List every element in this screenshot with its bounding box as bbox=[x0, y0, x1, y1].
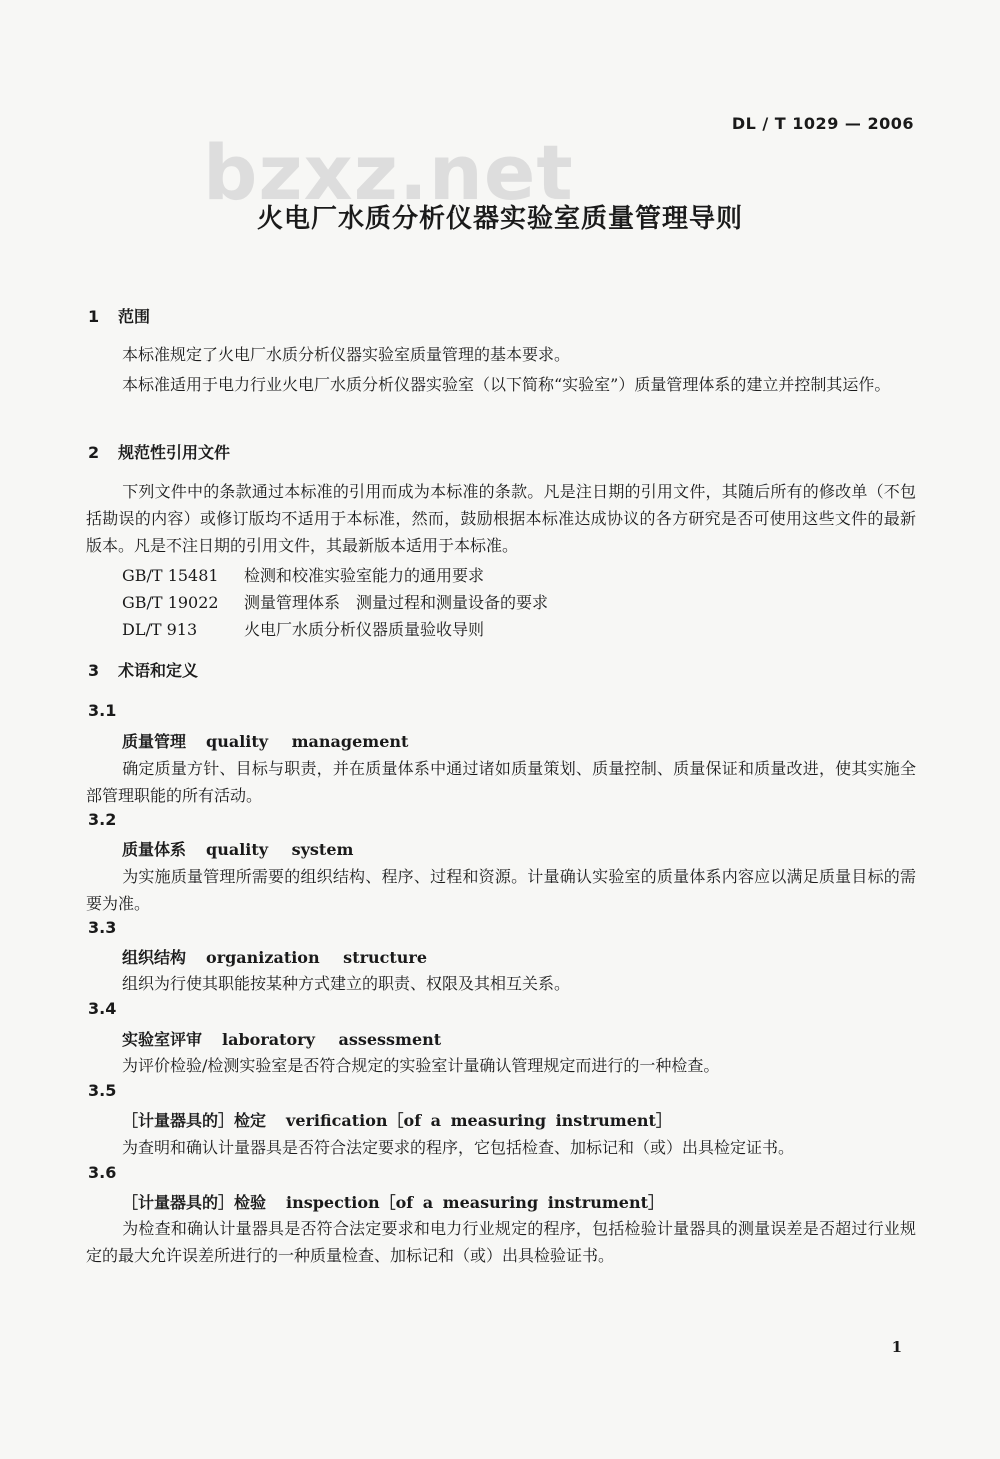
clause-number: 3.6 bbox=[88, 1163, 117, 1182]
term-heading bbox=[122, 1190, 664, 1213]
normative-references-paragraph bbox=[86, 478, 916, 559]
reference-code: DL/T 913 bbox=[122, 620, 198, 639]
reference-item bbox=[122, 617, 484, 640]
term-definition bbox=[86, 1052, 916, 1079]
clause-number: 3.4 bbox=[88, 999, 117, 1018]
term-heading bbox=[122, 1108, 672, 1131]
reference-title: 测量管理体系 测量过程和测量设备的要求 bbox=[244, 593, 549, 612]
term-zh: 实验室评审 bbox=[122, 1030, 203, 1049]
term-definition bbox=[86, 755, 916, 809]
term-definition bbox=[86, 863, 916, 917]
definition-text: 确定质量方针、目标与职责，并在质量体系中通过诸如质量策划、质量控制、质量保证和质量改进，使其实施全部管理职能的所有活动。 bbox=[86, 759, 916, 805]
reference-code: GB/T 15481 bbox=[122, 566, 219, 585]
term-heading bbox=[122, 945, 427, 968]
paragraph-text: 本标准适用于电力行业火电厂水质分析仪器实验室（以下简称“实验室”）质量管理体系的建立并控制其运作。 bbox=[122, 375, 891, 394]
clause-number: 3.1 bbox=[88, 701, 117, 720]
document-title: 火电厂水质分析仪器实验室质量管理导则 bbox=[256, 204, 743, 234]
term-zh: 组织结构 bbox=[122, 948, 187, 967]
term-zh: 质量管理 bbox=[122, 732, 187, 751]
definition-text: 为实施质量管理所需要的组织结构、程序、过程和资源。计量确认实验室的质量体系内容应以满足质量目标的需要为准。 bbox=[86, 867, 916, 913]
section-number: 2 bbox=[88, 443, 100, 462]
term-en: quality management bbox=[206, 732, 409, 751]
section-heading-2 bbox=[88, 440, 230, 463]
reference-title: 检测和校准实验室能力的通用要求 bbox=[244, 566, 485, 585]
clause-number: 3.5 bbox=[88, 1081, 117, 1100]
document-code: DL / T 1029 — 2006 bbox=[731, 114, 914, 133]
reference-title: 火电厂水质分析仪器质量验收导则 bbox=[244, 620, 485, 639]
section-number: 3 bbox=[88, 661, 100, 680]
page-number: 1 bbox=[891, 1338, 902, 1356]
definition-text: 为检查和确认计量器具是否符合法定要求和电力行业规定的程序，包括检验计量器具的测量误差是否超过行业规定的最大允许误差所进行的一种质量检查、加标记和（或）出具检验证书。 bbox=[86, 1219, 916, 1265]
section-title: 规范性引用文件 bbox=[118, 443, 231, 462]
term-definition bbox=[86, 1215, 916, 1269]
section-heading-1 bbox=[88, 304, 150, 327]
term-definition bbox=[86, 970, 916, 997]
section-title: 范围 bbox=[118, 307, 151, 326]
section-number: 1 bbox=[88, 307, 100, 326]
term-zh: 质量体系 bbox=[122, 840, 187, 859]
reference-item bbox=[122, 590, 548, 613]
paragraph-text: 下列文件中的条款通过本标准的引用而成为本标准的条款。凡是注日期的引用文件，其随后所有的修改单（不包括勘误的内容）或修订版均不适用于本标准，然而，鼓励根据本标准达成协议的各方研究是否可使用这些文件的最新版本。凡是不注日期的引用文件，其最新版本适用于本标准。 bbox=[86, 482, 916, 555]
term-en: quality system bbox=[206, 840, 354, 859]
term-en: laboratory assessment bbox=[222, 1030, 442, 1049]
term-zh: ［计量器具的］检验 bbox=[122, 1193, 267, 1212]
definition-text: 组织为行使其职能按某种方式建立的职责、权限及其相互关系。 bbox=[122, 974, 571, 993]
term-en: organization structure bbox=[206, 948, 428, 967]
reference-code: GB/T 19022 bbox=[122, 593, 219, 612]
definition-text: 为查明和确认计量器具是否符合法定要求的程序，它包括检查、加标记和（或）出具检定证书。 bbox=[122, 1138, 795, 1157]
term-heading bbox=[122, 729, 408, 752]
term-definition bbox=[86, 1134, 916, 1161]
term-zh: ［计量器具的］检定 bbox=[122, 1111, 267, 1130]
section-heading-3 bbox=[88, 658, 198, 681]
scope-paragraph-2 bbox=[86, 371, 916, 398]
paragraph-text: 本标准规定了火电厂水质分析仪器实验室质量管理的基本要求。 bbox=[122, 345, 571, 364]
scope-paragraph-1 bbox=[86, 341, 916, 368]
clause-number: 3.3 bbox=[88, 918, 117, 937]
term-heading bbox=[122, 837, 353, 860]
section-title: 术语和定义 bbox=[118, 661, 199, 680]
term-en: inspection［of a measuring instrument］ bbox=[286, 1193, 665, 1212]
clause-number: 3.2 bbox=[88, 810, 117, 829]
definition-text: 为评价检验/检测实验室是否符合规定的实验室计量确认管理规定而进行的一种检查。 bbox=[122, 1056, 720, 1075]
watermark: bzxz.net bbox=[203, 128, 574, 217]
term-en: verification［of a measuring instrument］ bbox=[286, 1111, 672, 1130]
reference-item bbox=[122, 563, 484, 586]
term-heading bbox=[122, 1027, 441, 1050]
